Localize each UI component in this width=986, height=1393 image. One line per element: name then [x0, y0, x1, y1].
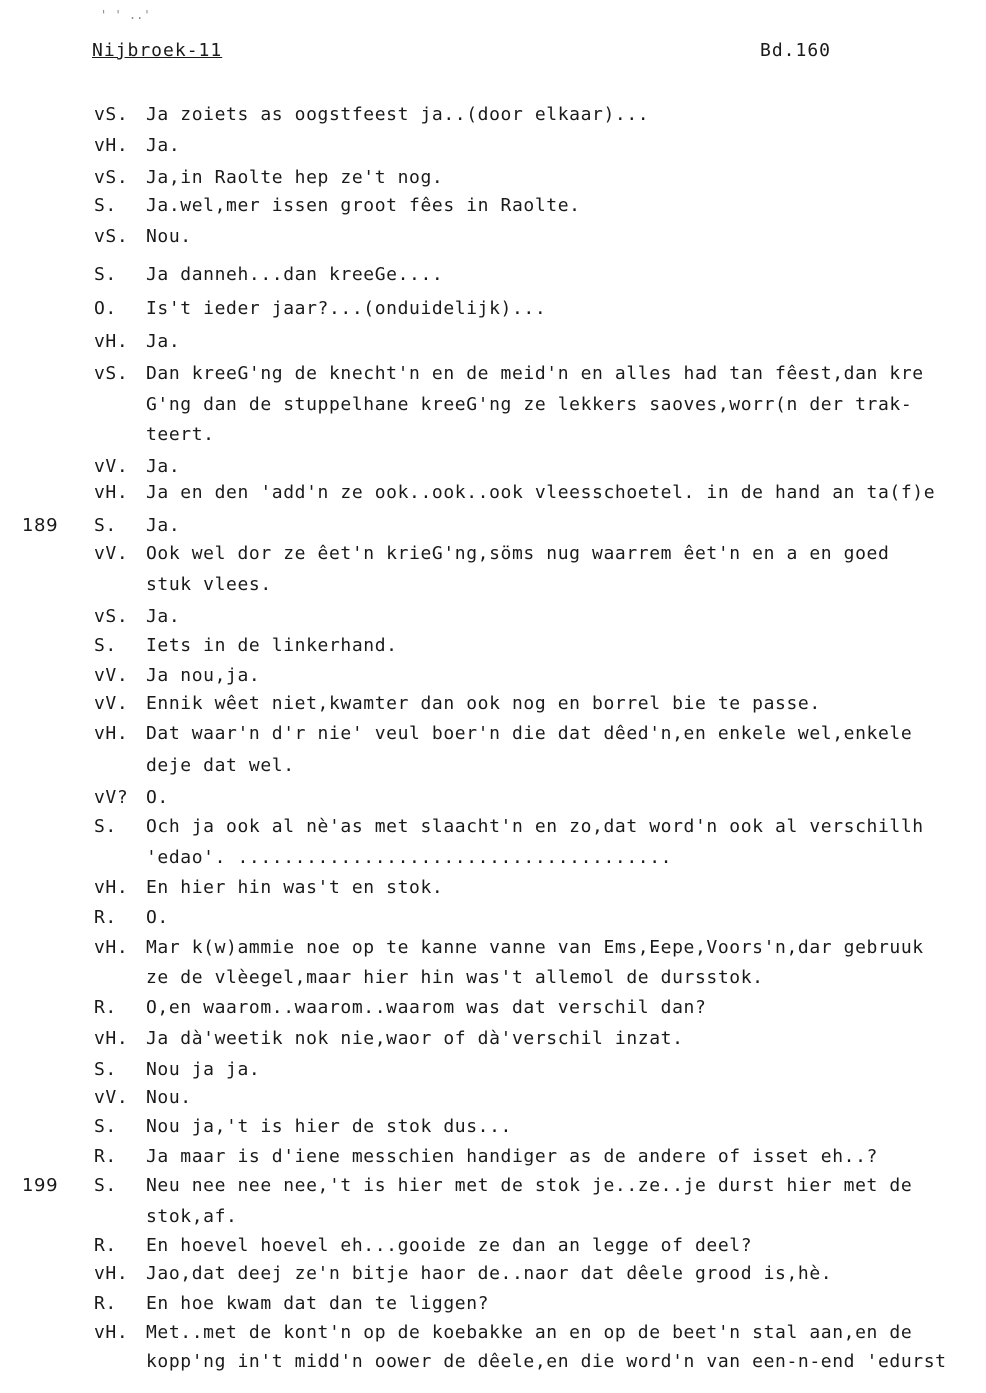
speaker-label: vV? — [94, 787, 129, 808]
speaker-label: vH. — [94, 1028, 129, 1049]
utterance-text: Met..met de kont'n op de koebakke an en op de beet'n stal aan,en de — [146, 1322, 913, 1343]
utterance-text: Nou. — [146, 1087, 192, 1108]
header-left: Nijbroek-11 — [92, 40, 223, 61]
speaker-label: S. — [94, 1059, 117, 1080]
transcript-line — [0, 815, 986, 839]
speaker-label: vH. — [94, 482, 129, 503]
stray-marks: ' ' ..' — [100, 8, 151, 22]
speaker-label: R. — [94, 997, 117, 1018]
utterance-text: Ook wel dor ze êet'n krieG'ng,söms nug waarrem êet'n en a en goed — [146, 543, 890, 564]
utterance-text: Nou ja,'t is hier de stok dus... — [146, 1116, 512, 1137]
transcript-line — [0, 996, 986, 1020]
transcript-line — [0, 1292, 986, 1316]
transcript-line — [0, 455, 986, 479]
utterance-text: Iets in de linkerhand. — [146, 635, 398, 656]
speaker-label: vS. — [94, 104, 129, 125]
speaker-label: S. — [94, 635, 117, 656]
transcript-line — [0, 481, 986, 505]
speaker-label: vV. — [94, 456, 129, 477]
utterance-text: Ja. — [146, 135, 181, 156]
transcript-line — [0, 722, 986, 746]
utterance-text: Ja,in Raolte hep ze't nog. — [146, 167, 444, 188]
transcript-line — [0, 1350, 986, 1374]
utterance-text: Nou. — [146, 226, 192, 247]
utterance-text: 'edao'. ...................................... — [146, 847, 673, 868]
utterance-text: Ja. — [146, 456, 181, 477]
utterance-text: O,en waarom..waarom..waarom was dat verschil dan? — [146, 997, 707, 1018]
utterance-text: kopp'ng in't midd'n oower de dêele,en die word'n van een-n-end 'edurst — [146, 1351, 947, 1372]
utterance-text: Mar k(w)ammie noe op te kanne vanne van Ems,Eepe,Voors'n,dar gebruuk — [146, 937, 924, 958]
transcript-line — [0, 1027, 986, 1051]
transcript-line — [0, 966, 986, 990]
transcript-line — [0, 1086, 986, 1110]
utterance-text: Dat waar'n d'r nie' veul boer'n die dat dêed'n,en enkele wel,enkele — [146, 723, 913, 744]
utterance-text: ze de vlèegel,maar hier hin was't allemol de dursstok. — [146, 967, 764, 988]
utterance-text: Ja zoiets as oogstfeest ja..(door elkaar)... — [146, 104, 650, 125]
transcript-line — [0, 166, 986, 190]
speaker-label: S. — [94, 1116, 117, 1137]
utterance-text: Ja. — [146, 606, 181, 627]
transcript-line — [0, 330, 986, 354]
speaker-label: vH. — [94, 331, 129, 352]
transcript-line — [0, 194, 986, 218]
speaker-label: R. — [94, 1235, 117, 1256]
speaker-label: vH. — [94, 937, 129, 958]
transcript-line — [0, 605, 986, 629]
speaker-label: vV. — [94, 665, 129, 686]
speaker-label: S. — [94, 1175, 117, 1196]
transcript-line — [0, 393, 986, 417]
speaker-label: vV. — [94, 1087, 129, 1108]
utterance-text: Ja maar is d'iene messchien handiger as de andere of isset eh..? — [146, 1146, 878, 1167]
speaker-label: S. — [94, 264, 117, 285]
transcript-line — [0, 542, 986, 566]
speaker-label: R. — [94, 907, 117, 928]
speaker-label: vH. — [94, 1263, 129, 1284]
utterance-text: Ja. — [146, 515, 181, 536]
utterance-text: Dan kreeG'ng de knecht'n en de meid'n en alles had tan fêest,dan kre — [146, 363, 924, 384]
utterance-text: G'ng dan de stuppelhane kreeG'ng ze lekkers saoves,worr(n der trak- — [146, 394, 913, 415]
transcript-line — [0, 692, 986, 716]
utterance-text: En hoevel hoevel eh...gooide ze dan an legge of deel? — [146, 1235, 753, 1256]
transcript-line — [0, 103, 986, 127]
utterance-text: stok,af. — [146, 1206, 238, 1227]
transcript-line — [0, 906, 986, 930]
transcript-line — [0, 664, 986, 688]
utterance-text: Ja. — [146, 331, 181, 352]
speaker-label: vH. — [94, 723, 129, 744]
transcript-line — [0, 786, 986, 810]
utterance-text: Ja dà'weetik nok nie,waor of dà'verschil inzat. — [146, 1028, 684, 1049]
speaker-label: vH. — [94, 135, 129, 156]
transcript-line — [0, 1174, 986, 1198]
utterance-text: Och ja ook al nè'as met slaacht'n en zo,dat word'n ook al verschillh — [146, 816, 924, 837]
speaker-label: S. — [94, 515, 117, 536]
transcript-line — [0, 1115, 986, 1139]
transcript-line — [0, 134, 986, 158]
utterance-text: Ja nou,ja. — [146, 665, 261, 686]
speaker-label: vH. — [94, 1322, 129, 1343]
transcript-line — [0, 225, 986, 249]
transcript-line — [0, 634, 986, 658]
utterance-text: Ja en den 'add'n ze ook..ook..ook vleesschoetel. in de hand an ta(f)e — [146, 482, 936, 503]
transcript-line — [0, 1234, 986, 1258]
transcript-line — [0, 1205, 986, 1229]
utterance-text: Jao,dat deej ze'n bitje haor de..naor dat dêele grood is,hè. — [146, 1263, 833, 1284]
speaker-label: vS. — [94, 226, 129, 247]
transcript-line — [0, 846, 986, 870]
speaker-label: O. — [94, 298, 117, 319]
transcript-line — [0, 514, 986, 538]
utterance-text: O. — [146, 787, 169, 808]
transcript-line — [0, 573, 986, 597]
transcript-line — [0, 1321, 986, 1345]
line-number: 199 — [22, 1175, 59, 1196]
speaker-label: vS. — [94, 167, 129, 188]
transcript-line — [0, 423, 986, 447]
utterance-text: teert. — [146, 424, 215, 445]
utterance-text: En hoe kwam dat dan te liggen? — [146, 1293, 490, 1314]
transcript-line — [0, 297, 986, 321]
speaker-label: R. — [94, 1146, 117, 1167]
transcript-line — [0, 1058, 986, 1082]
header-right: Bd.160 — [760, 40, 832, 61]
transcript-line — [0, 263, 986, 287]
transcript-line — [0, 876, 986, 900]
utterance-text: Ja.wel,mer issen groot fêes in Raolte. — [146, 195, 581, 216]
transcript-line — [0, 362, 986, 386]
transcript-line — [0, 754, 986, 778]
utterance-text: deje dat wel. — [146, 755, 295, 776]
utterance-text: Ennik wêet niet,kwamter dan ook nog en borrel bie te passe. — [146, 693, 821, 714]
line-number: 189 — [22, 515, 59, 536]
utterance-text: Nou ja ja. — [146, 1059, 261, 1080]
utterance-text: stuk vlees. — [146, 574, 272, 595]
speaker-label: S. — [94, 195, 117, 216]
speaker-label: vS. — [94, 606, 129, 627]
transcript-line — [0, 1262, 986, 1286]
utterance-text: Neu nee nee nee,'t is hier met de stok je..ze..je durst hier met de — [146, 1175, 913, 1196]
speaker-label: vS. — [94, 363, 129, 384]
speaker-label: vH. — [94, 877, 129, 898]
speaker-label: vV. — [94, 693, 129, 714]
speaker-label: R. — [94, 1293, 117, 1314]
transcript-line — [0, 936, 986, 960]
speaker-label: S. — [94, 816, 117, 837]
utterance-text: O. — [146, 907, 169, 928]
utterance-text: Is't ieder jaar?...(onduidelijk)... — [146, 298, 547, 319]
utterance-text: En hier hin was't en stok. — [146, 877, 444, 898]
transcript-line — [0, 1145, 986, 1169]
speaker-label: vV. — [94, 543, 129, 564]
utterance-text: Ja danneh...dan kreeGe.... — [146, 264, 444, 285]
